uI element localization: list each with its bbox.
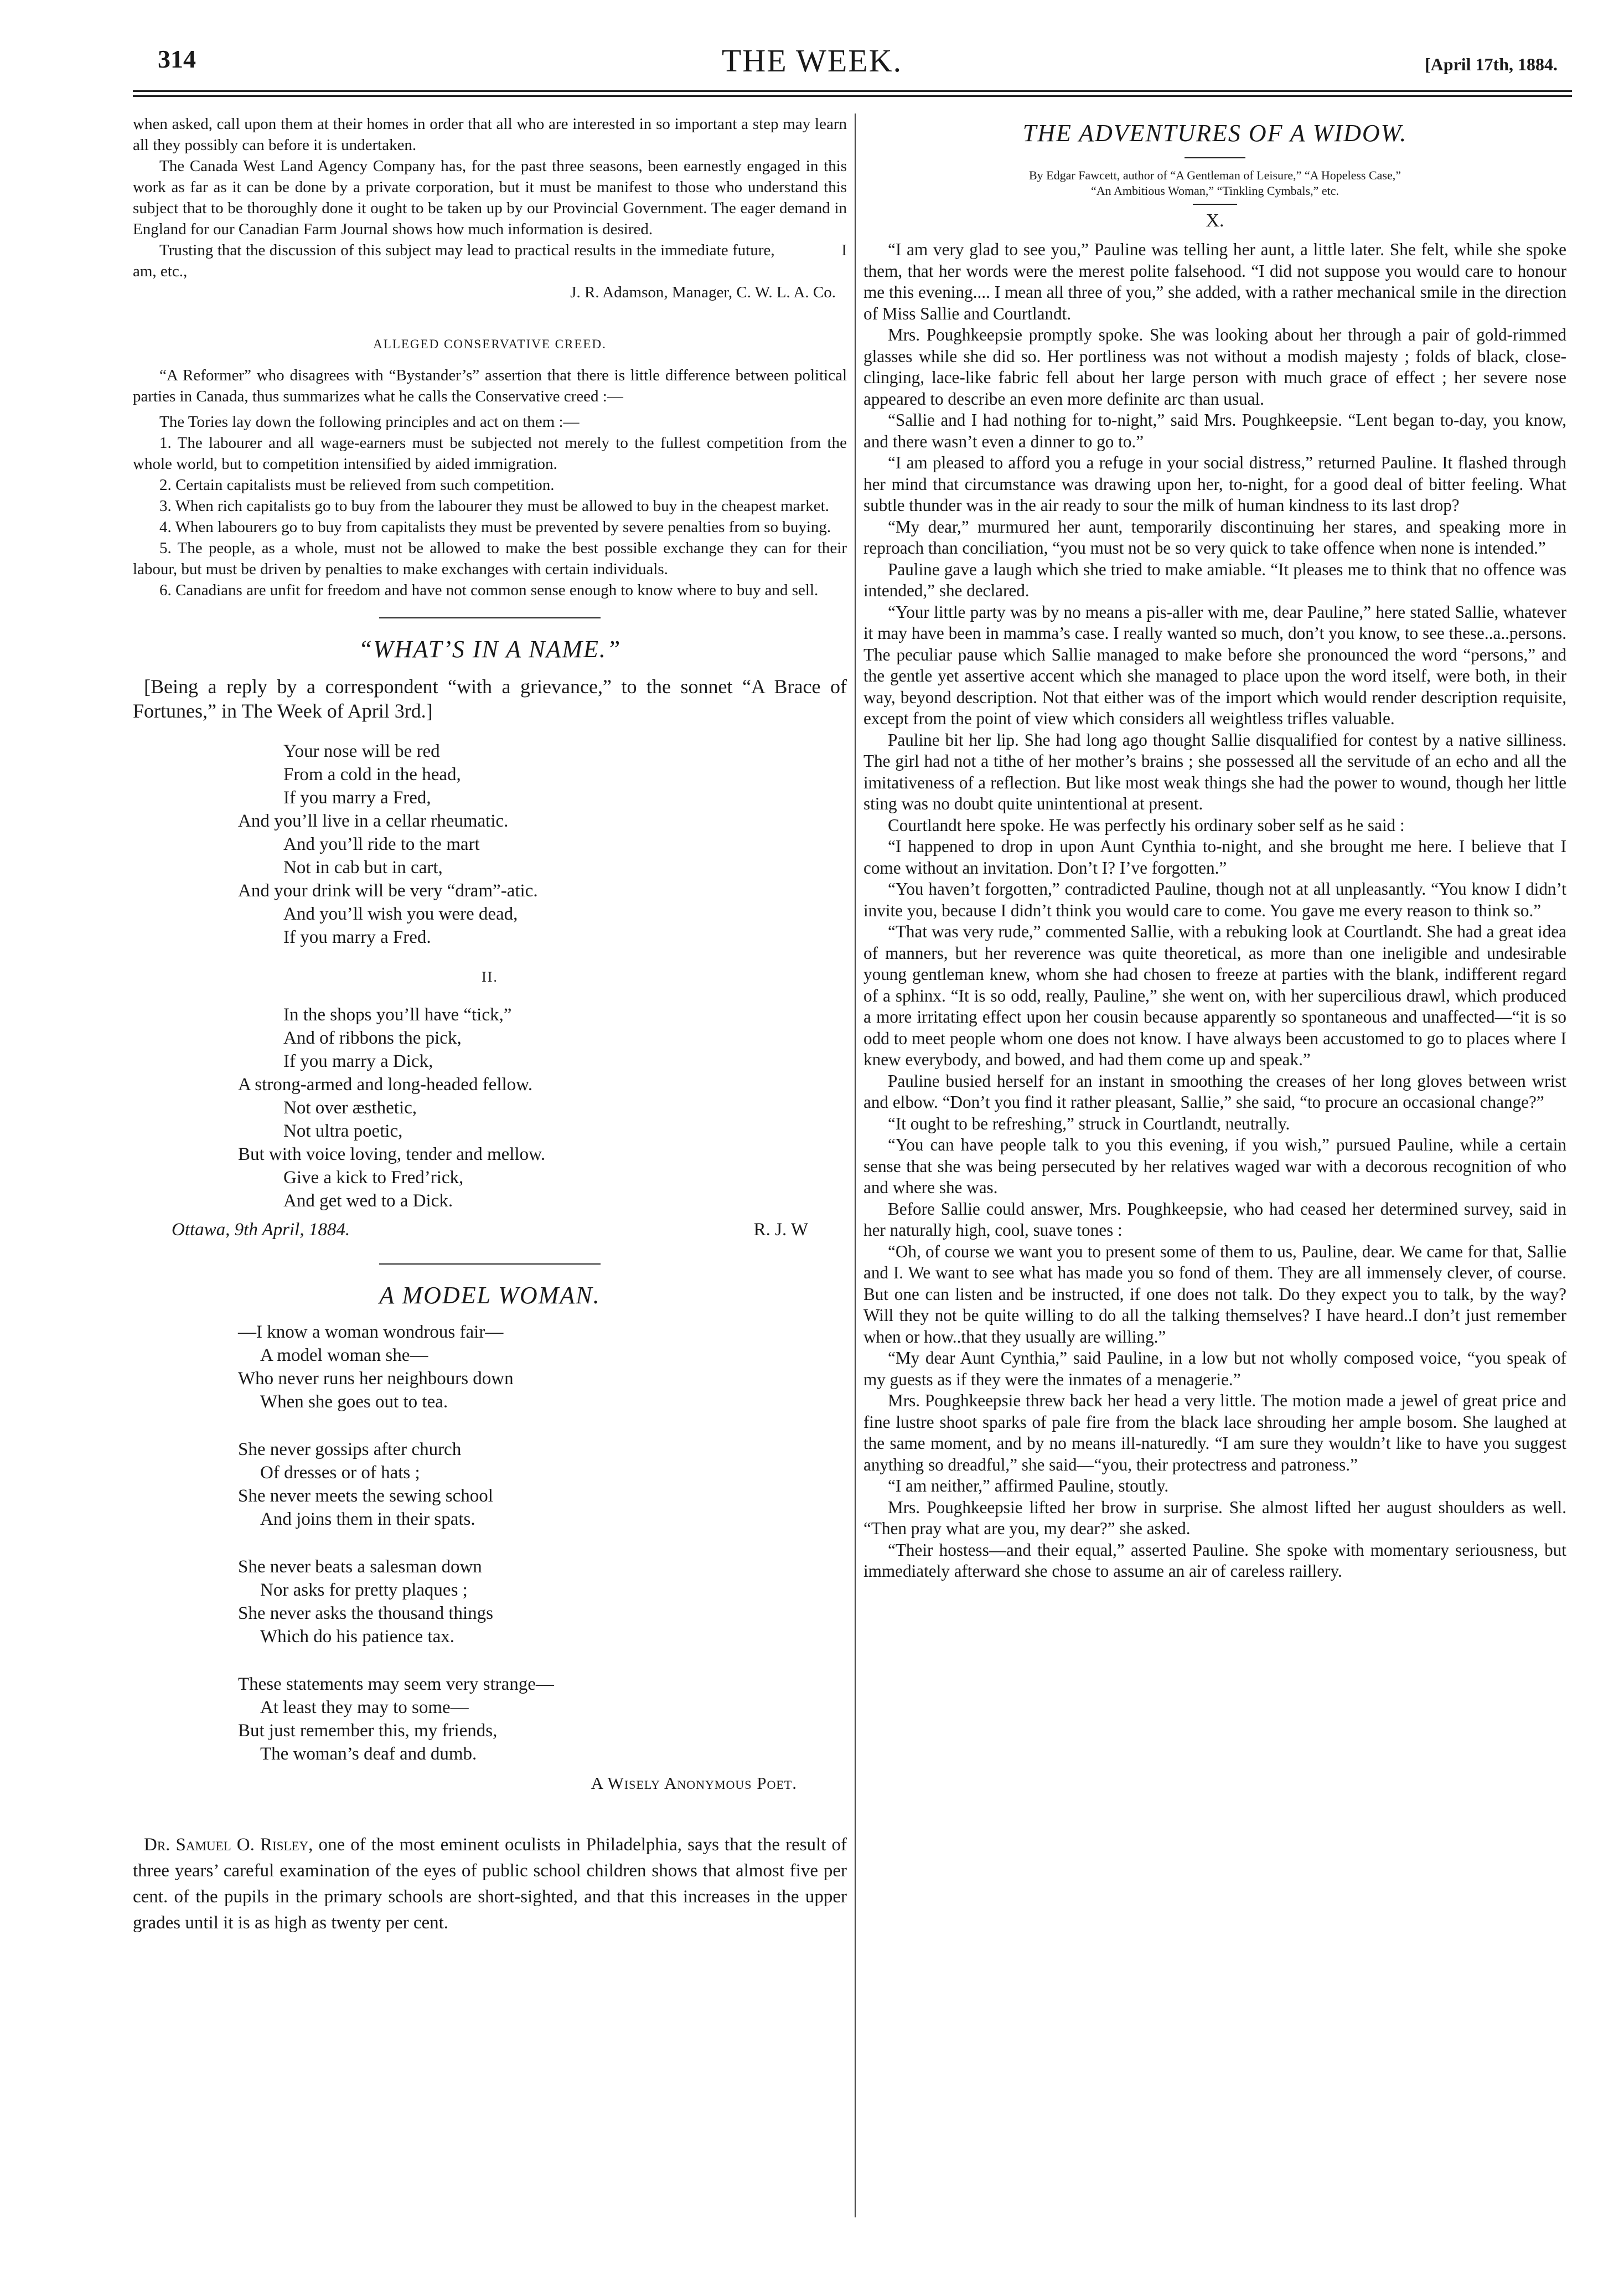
risley-paragraph [133,1832,847,1936]
creed-heading: ALLEGED CONSERVATIVE CREED. [373,337,607,351]
story-paragraph: “That was very rude,” commented Sallie, with a rebuking look at Courtlandt. She had a great idea of manners, but her reverence was quite theoretical, as more than one ineligible and undesirable young gentleman knew, whom she had chosen to freeze at parties with the blank, indifferent regard of a sphinx. “It is so odd, really, Pauline,” she went on, with her supercilious drawl, which produced a more irritating effect upon her cousin because apparently so spontaneous and unaffected—“it is so odd to meet people whom one does not know. I have always been accustomed to go to places where I knew everybody, and bowed, and had them come up and speak.” [863,922,1566,1069]
poem-line: Nor asks for pretty plaques ; [260,1580,468,1600]
story-paragraph: Pauline bit her lip. She had long ago thought Sallie disqualified for contest by a native silliness. The girl had not a tithe of her mother’s brains ; she possessed all the servitude of an echo and all the imitativeness of a reflection. But like most weak things she had the power to wound, though her little sting was no doubt quite unintentional at present. [863,730,1566,813]
poem-stanza [238,1438,847,1531]
letter-paragraph: Trusting that the discussion of this subject may lead to practical results in the immediate future, I am, etc., [133,241,851,280]
poem-stanza [238,1003,847,1213]
creed-item: 2. Certain capitalists must be relieved from such competition. [159,476,555,494]
creed-item: 4. When labourers go to buy from capitalists they must be prevented by severe penalties from so buying. [159,518,831,536]
poem-stanza [238,740,847,949]
poem-line: And joins them in their spats. [260,1509,475,1529]
poem-line: And get wed to a Dick. [283,1191,453,1211]
story-paragraph: “Their hostess—and their equal,” asserted Pauline. She spoke with momentary seriousness, but immediately afterward she chose to assume an air of careless raillery. [863,1540,1566,1581]
right-column [863,113,1566,1582]
poem-line: And you’ll live in a cellar rheumatic. [238,811,509,831]
creed-item: 3. When rich capitalists go to buy from the labourer they must be allowed to buy in the cheapest market. [159,497,829,515]
creed-lead: The Tories lay down the following principles and act on them :— [159,413,580,431]
poem-line: And of ribbons the pick, [283,1028,462,1048]
column-divider [855,113,856,2217]
header-rule-bottom [133,95,1572,97]
story-paragraph: “You can have people talk to you this evening, if you wish,” pursued Pauline, while a certain sense that she was being persecuted by her relatives waged war with a decorous recognition of who and where she was. [863,1135,1566,1197]
poem-line: But just remember this, my friends, [238,1721,498,1741]
name-poem [133,635,847,1241]
poem-stanza [238,1320,847,1413]
story-paragraph: Mrs. Poughkeepsie promptly spoke. She was looking about her through a pair of gold-rimmed glasses while she did so. Her portliness was not without a modish majesty ; folds of black, close-clinging, lace-like fabric fell about her large person with much grace of effect ; her severe nose appeared to describe an even more definite arc than usual. [863,325,1566,409]
poem-line: And you’ll ride to the mart [283,834,480,854]
story-paragraph: “You haven’t forgotten,” contradicted Pauline, though not at all unpleasantly. “You know I didn’t invite you, because I didn’t think you would care to come. You gave me every reason to think so.” [863,879,1566,920]
story-paragraph: “I happened to drop in upon Aunt Cynthia to-night, and she brought me here. I believe that I come without an invitation. Don’t I? I’ve forgotten.” [863,837,1566,878]
creed-intro: “A Reformer” who disagrees with “Bystander’s” assertion that there is little difference between political parties in Canada, thus summarizes what he calls the Conservative creed :— [133,367,847,405]
story-paragraph: “It ought to be refreshing,” struck in Courtlandt, neutrally. [888,1113,1290,1133]
dateline-place: Ottawa, 9th April, 1884. [172,1220,350,1240]
poem-line: At least they may to some— [260,1698,469,1717]
poem-line: From a cold in the head, [283,765,461,785]
poem-line: The woman’s deaf and dumb. [260,1744,477,1764]
author-initials: R. J. W [753,1220,808,1240]
story-paragraph: “Oh, of course we want you to present some of them to us, Pauline, dear. We came for that, Sallie and I. We want to see what has made you so fond of them. They are all immensely clever, of course. But one can listen and be instructed, if one does not talk. Do they expect you to talk, by the way? Will they not be quite willing to do all the talking themselves? I have heard..I don’t just remember when or how..that they usually are willing.” [863,1241,1566,1346]
section-divider [379,1263,601,1265]
title-rule [1185,157,1245,158]
story-paragraph: “My dear Aunt Cynthia,” said Pauline, in a low but not wholly composed voice, “you speak of my guests as if they were the inmates of a menagerie.” [863,1348,1566,1389]
story-byline: By Edgar Fawcett, author of “A Gentleman of Leisure,” “A Hopeless Case,” [1028,168,1401,182]
poem-line: And your drink will be very “dram”-atic. [238,881,538,901]
story-title: THE ADVENTURES OF A WIDOW. [1022,120,1408,147]
story-paragraph: Mrs. Poughkeepsie lifted her brow in surprise. She almost lifted her august shoulders as well. “Then pray what are you, my dear?” she asked. [863,1497,1566,1538]
risley-text: one of the most eminent oculists in Philadelphia, says that the result of three years’ careful examination of the eyes of public school children shows that almost five per cent. of the pupils in the primary schools are short-sighted, and that this increases in the upper grades until it is as high as twenty per cent. [133,1835,847,1933]
poem-stanza [238,1673,847,1766]
creed-item: 5. The people, as a whole, must not be allowed to make the best possible exchange they can for their labour, but must be driven by penalties to make exchanges with certain individuals. [133,539,847,578]
story-paragraph: Pauline gave a laugh which she tried to make amiable. “It pleases me to think that no offence was intended,” she declared. [863,559,1566,600]
story-paragraph: Mrs. Poughkeepsie threw back her head a very little. The motion made a jewel of great price and fine lustre shoot sparks of pale fire from the black lace shrouding her ample bosom. She laughed at the same moment, and by no means ill-naturedly. “I am sure they wouldn’t like to have you suggest anything so dreadful,” she said—“you, their protectress and patroness.” [863,1391,1566,1474]
story-byline: “An Ambitious Woman,” “Tinkling Cymbals,” etc. [1091,184,1339,198]
letter-paragraph: when asked, call upon them at their homes in order that all who are interested in so important a step may learn all they possibly can before it is undertaken. [133,115,847,154]
poem-line: These statements may seem very strange— [238,1674,554,1694]
story-paragraph: “My dear,” murmured her aunt, temporarily discontinuing her stares, and speaking more in reproach than conciliation, “you must not be so very quick to take offence when none is intended.” [863,517,1566,558]
poem-line: Your nose will be red [283,741,440,761]
poem-line: Who never runs her neighbours down [238,1369,514,1389]
poem-line: She never meets the sewing school [238,1486,493,1506]
poem-line: Not over æsthetic, [283,1098,417,1118]
story-paragraph: “Your little party was by no means a pis-aller with me, dear Pauline,” here stated Sallie, whatever it may have been in mamma’s case. I really wanted so much, don’t you know, to see these..a..persons. The peculiar pause which Sallie managed to make before she pronounced the word “persons,” and the gentle yet assertive accent which she managed to place upon the word itself, were both, in their way, beyond description. Not that either was of the import which would render description requisite, except from the point of view which considers all weightless trifles valuable. [863,602,1566,728]
story-paragraph: “I am pleased to afford you a refuge in your social distress,” returned Pauline. It flashed through her mind that circumstance was drawing upon her, to-night, for a good deal of bitter feeling. What subtle thunder was in the air ready to sour the milk of human kindness to its last drop? [863,453,1566,515]
story-paragraph: “I am neither,” affirmed Pauline, stoutly. [888,1476,1169,1495]
letter-paragraph: The Canada West Land Agency Company has, for the past three seasons, been earnestly engaged in this work as far as it can be done by a private corporation, but it must be manifest to those who understand this subject that to be thoroughly done it ought to be taken up by our Provincial Government. The eager demand in England for our Canadian Farm Journal shows how much information is desired. [133,157,847,238]
story-paragraph: Before Sallie could answer, Mrs. Poughkeepsie, who had ceased her determined survey, said in her naturally high, cool, suave tones : [863,1199,1566,1240]
poem-title: A MODEL WOMAN. [379,1282,601,1309]
poem-line: She never gossips after church [238,1439,462,1459]
poem-line: Not ultra poetic, [283,1121,403,1141]
poem-line: When she goes out to tea. [260,1392,448,1412]
poem-line: Which do his patience tax. [260,1627,454,1647]
chapter-number: X. [1206,210,1224,231]
byline-rule [1193,204,1237,205]
story-paragraph: Courtlandt here spoke. He was perfectly his ordinary sober self as he said : [888,815,1405,835]
issue-date: [April 17th, 1884. [1425,54,1558,74]
story-paragraph: Pauline busied herself for an instant in smoothing the creases of her long gloves between wrist and elbow. “Don’t you find it rather pleasant, Sallie,” she said, “to procure an occasional change?” [863,1071,1566,1112]
masthead-title: THE WEEK. [721,43,903,79]
poem-line: A strong-armed and long-headed fellow. [238,1075,533,1095]
poem-line: And you’ll wish you were dead, [283,904,518,924]
stanza-number: II. [482,969,498,985]
page-number: 314 [158,45,196,73]
poem-line: Of dresses or of hats ; [260,1463,420,1483]
creed-item: 6. Canadians are unfit for freedom and have not common sense enough to know where to buy and sell. [159,581,819,599]
header-rule-top [133,90,1572,92]
poem-line: Give a kick to Fred’rick, [283,1168,464,1188]
page-header [0,0,1624,89]
poem-line: She never asks the thousand things [238,1603,494,1623]
poem-line: In the shops you’ll have “tick,” [283,1005,512,1025]
poem-dateline [172,1218,847,1241]
poem-line: If you marry a Fred. [283,927,431,947]
poem-line: She never beats a salesman down [238,1557,482,1577]
story-paragraph: “Sallie and I had nothing for to-night,” said Mrs. Poughkeepsie. “Lent began to-day, you know, and there wasn’t even a dinner to go to.” [863,410,1566,451]
poem-title: “WHAT’S IN A NAME.” [358,636,622,663]
story-paragraph: “I am very glad to see you,” Pauline was telling her aunt, a little later. She felt, while she spoke them, that her words were the merest polite falsehood. “I did not suppose you would care to honour me this evening.... I mean all three of you,” she added, with a rather mechanical smile in the direction of Miss Sallie and Courtlandt. [863,240,1566,323]
section-divider [379,617,601,618]
model-woman-poem [133,1281,847,1793]
risley-name: Dr. Samuel O. Risley, [144,1835,313,1855]
poem-stanza [238,1555,847,1648]
left-column [133,113,851,1936]
poem-line: —I know a woman wondrous fair— [238,1322,504,1342]
creed-item: 1. The labourer and all wage-earners must be subjected not merely to the fullest competition from the whole world, but to competition intensified by aided immigration. [133,434,847,473]
poem-line: If you marry a Dick, [283,1051,433,1071]
poem-line: But with voice loving, tender and mellow. [238,1144,546,1164]
creed-section [133,337,847,601]
poem-intro: [Being a reply by a correspondent “with a grievance,” to the sonnet “A Brace of Fortunes,” in The Week of April 3rd.] [133,675,847,722]
letter-signature: J. R. Adamson, Manager, C. W. L. A. Co. [570,283,836,301]
poem-line: A model woman she— [260,1345,428,1365]
poem-line: If you marry a Fred, [283,788,431,808]
poem-signature: A Wisely Anonymous Poet. [591,1773,797,1793]
poem-line: Not in cab but in cart, [283,858,443,878]
